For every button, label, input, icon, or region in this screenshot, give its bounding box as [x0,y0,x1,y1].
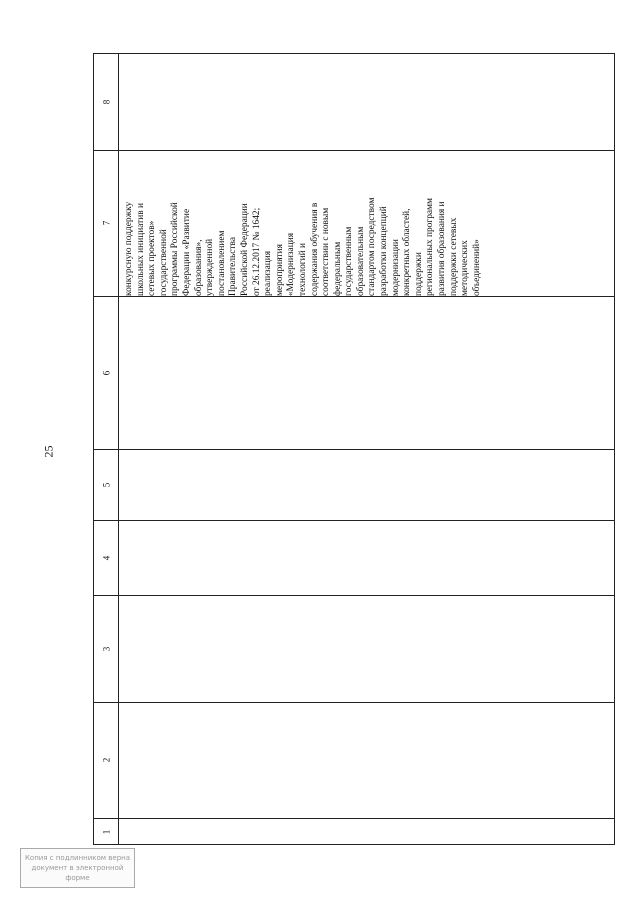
column-number-6: 6 [101,370,112,376]
cell-text-line: поддержки [413,252,424,296]
cell-text-line: конкурсную поддержку [124,201,134,296]
cell-text-line: школьных инициатив и [135,202,146,296]
column-number-4: 4 [101,555,112,561]
column-number-7: 7 [101,220,112,226]
col-divider-6-5 [94,449,614,450]
cell-text-line: разработки концепций [379,206,390,296]
cell-text-line: методических [460,240,471,296]
cell-text-line: постановлением [216,230,227,296]
cell-text-line: объединений» [471,239,482,296]
stamp-line: Копия с подлинником верна [24,854,131,862]
col-divider-3-2 [94,702,614,703]
col-divider-5-4 [94,520,614,521]
column-number-8: 8 [101,99,112,105]
cell-text-line: поддержки сетевых [448,217,459,296]
cell-text-line: Правительства [228,237,239,296]
cell-text-line: государственным [344,226,355,296]
cell-text-line: «Модернизация [286,232,297,296]
cell-text-line: технологий и [297,242,308,296]
cell-text-line: от 26.12.2017 № 1642; [251,207,262,296]
cell-text-line: утвержденной [205,238,216,296]
stamp-line: форме [65,874,90,882]
cell-text-line: модернизации [390,239,401,296]
col-divider-4-3 [94,595,614,596]
cell-text-line: развития образования и [437,201,448,296]
cell-text-line: сетевых проектов» [147,220,158,296]
col-divider-2-1 [94,818,614,819]
cell-text-line: государственной [158,229,169,296]
column7-cell [124,152,484,296]
cell-text-line: мероприятия [274,244,285,296]
certification-stamp [20,848,135,888]
rotated-table [93,53,615,845]
cell-text-line: стандартом посредством [367,197,378,296]
page-number: 25 [41,445,56,458]
cell-text-line: содержания обучения в [309,202,320,296]
cell-text-line: образовательным [355,226,366,296]
cell-text-line: реализация [263,250,274,296]
column-number-2: 2 [101,757,112,763]
cell-text-line: конкретных областей, [402,208,413,296]
cell-text-line: региональных программ [425,198,436,296]
column-number-3: 3 [101,646,112,652]
cell-text-line: Федерации «Развитие [181,208,192,296]
column-number-5: 5 [101,482,112,488]
col-divider-7-6 [94,296,614,297]
cell-text-line: федеральным [332,241,343,296]
cell-text-line: программы Российской [170,202,181,296]
cell-text-line: Российской Федерации [239,203,250,296]
stamp-line: документ в электронной [31,864,124,872]
col-divider-8-7 [94,150,614,151]
cell-text-line: образования», [193,239,204,296]
column-number-1: 1 [101,829,112,835]
cell-text-line: соответствии с новым [321,207,332,296]
